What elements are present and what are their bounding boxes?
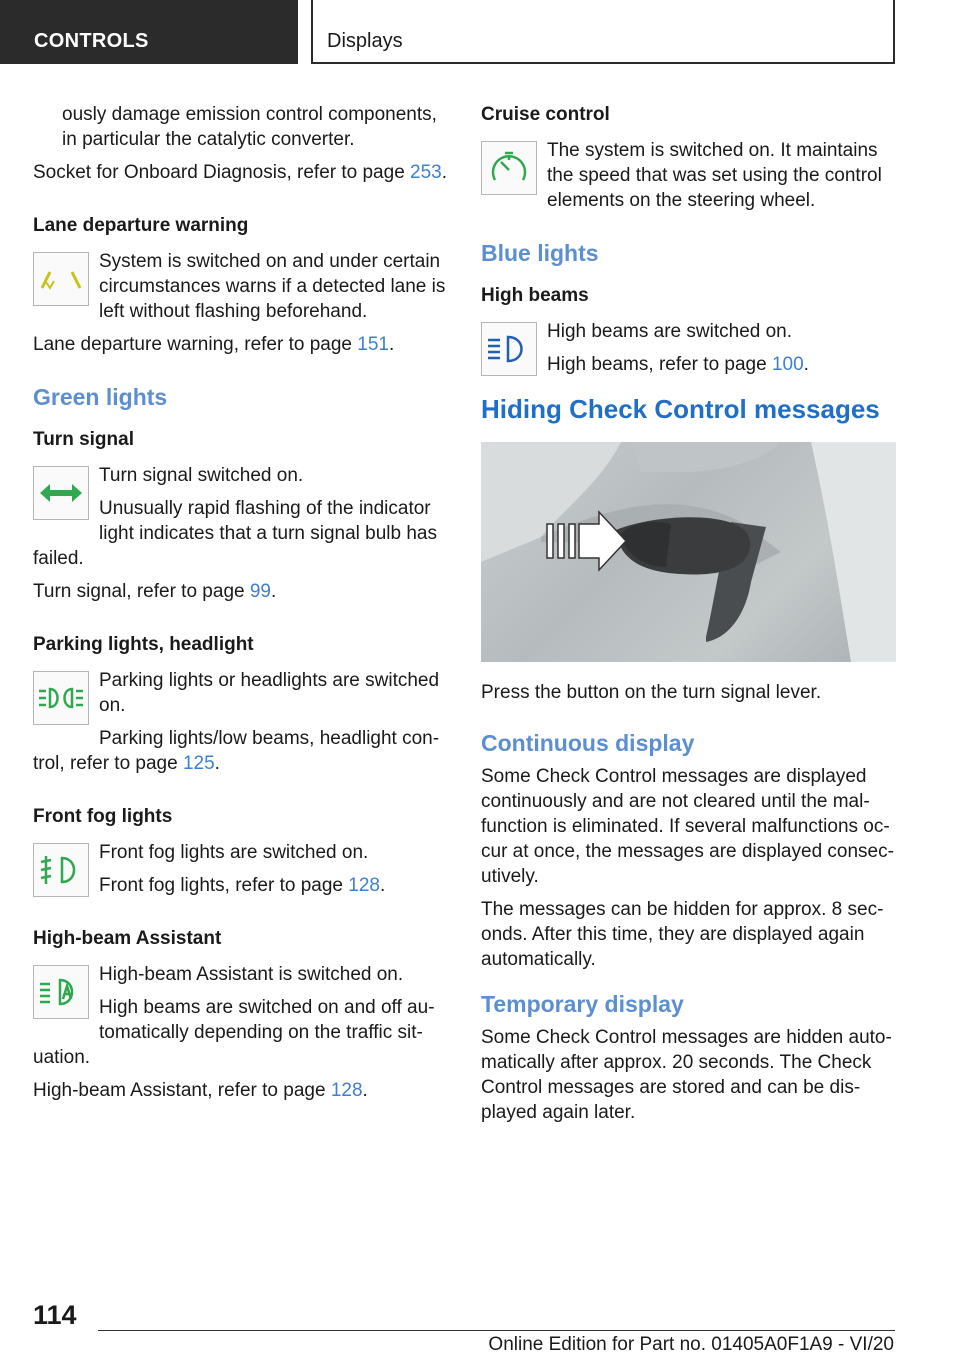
lane-departure-icon xyxy=(33,252,89,306)
chapter-tab: Displays xyxy=(311,0,895,64)
front-fog-title: Front fog lights xyxy=(33,806,173,827)
lane-departure-reference: Lane departure warning, refer to page 151. xyxy=(33,334,395,355)
front-fog-entry xyxy=(33,840,449,906)
section-tab: CONTROLS xyxy=(0,0,298,64)
page-link-253[interactable]: 253 xyxy=(410,162,442,183)
high-beam-assistant-desc-2: High beams are switched on and off au-tomatically depending on the traffic sit-uation. xyxy=(33,997,435,1068)
lane-departure-entry xyxy=(33,249,449,332)
continuous-display-p1: Some Check Control messages are displayed continuously and are not cleared until the mal-function is eliminated. If several malfunctions oc-cur at once, the messages are displayed consec-utively. xyxy=(481,766,894,887)
cruise-control-description: The system is switched on. It maintains the speed that was set using the control elements on the steering wheel. xyxy=(547,140,882,211)
cruise-control-icon xyxy=(481,141,537,195)
blue-lights-heading: Blue lights xyxy=(481,240,599,266)
socket-reference: Socket for Onboard Diagnosis, refer to page 253. xyxy=(33,162,448,183)
high-beam-assistant-icon xyxy=(33,965,89,1019)
parking-lights-desc-1: Parking lights or headlights are switched on. xyxy=(99,670,440,716)
high-beam-assistant-reference: High-beam Assistant, refer to page 128. xyxy=(33,1080,368,1101)
parking-lights-reference: Parking lights/low beams, headlight con-trol, refer to page 125. xyxy=(33,728,440,774)
front-fog-desc-1: Front fog lights are switched on. xyxy=(99,842,369,863)
temporary-display-p1: Some Check Control messages are hidden auto-matically after approx. 20 seconds. The Check Control messages are stored and can be dis-played again later. xyxy=(481,1027,892,1123)
high-beams-reference: High beams, refer to page 100. xyxy=(547,354,809,375)
front-fog-lights-icon xyxy=(33,843,89,897)
figure-caption: Press the button on the turn signal lever. xyxy=(481,682,822,703)
hiding-check-control-heading: Hiding Check Control messages xyxy=(481,394,880,424)
page-number: 114 xyxy=(33,1300,77,1330)
page-link-128-hba[interactable]: 128 xyxy=(330,1080,363,1101)
lane-departure-title: Lane departure warning xyxy=(33,215,249,236)
footer-edition: Online Edition for Part no. 01405A0F1A9 - VI/20 xyxy=(488,1334,894,1355)
turn-signal-desc-1: Turn signal switched on. xyxy=(99,465,304,486)
turn-signal-arrows-icon xyxy=(33,466,89,520)
cruise-control-entry xyxy=(481,138,897,221)
front-fog-reference: Front fog lights, refer to page 128. xyxy=(99,875,386,896)
high-beams-icon xyxy=(481,322,537,376)
high-beams-desc-1: High beams are switched on. xyxy=(547,321,793,342)
high-beams-entry xyxy=(481,319,897,385)
high-beam-assistant-entry xyxy=(33,962,449,1078)
continuous-display-heading: Continuous display xyxy=(481,730,695,756)
high-beam-assistant-desc-1: High-beam Assistant is switched on. xyxy=(99,964,404,985)
parking-lights-title: Parking lights, headlight xyxy=(33,634,254,655)
parking-lights-icon xyxy=(33,671,89,725)
turn-signal-desc-2: Unusually rapid flashing of the indicator light indicates that a turn signal bulb has failed. xyxy=(33,498,437,569)
continuous-display-p2: The messages can be hidden for approx. 8 sec-onds. After this time, they are displayed again automatically. xyxy=(481,899,884,970)
high-beams-title: High beams xyxy=(481,285,589,306)
page-link-100[interactable]: 100 xyxy=(771,354,804,375)
turn-signal-title: Turn signal xyxy=(33,429,134,450)
right-column xyxy=(481,102,897,1133)
temporary-display-heading: Temporary display xyxy=(481,991,684,1017)
green-lights-heading: Green lights xyxy=(33,384,168,410)
lane-departure-description: System is switched on and under certain circumstances warns if a detected lane is left without flashing beforehand. xyxy=(99,251,446,322)
high-beam-assistant-title: High-beam Assistant xyxy=(33,928,222,949)
page-link-99[interactable]: 99 xyxy=(249,581,271,602)
page-link-128-fog[interactable]: 128 xyxy=(348,875,380,896)
cruise-control-title: Cruise control xyxy=(481,104,610,125)
turn-signal-lever-illustration xyxy=(481,442,896,662)
intro-paragraph: ously damage emission control components, in particular the catalytic converter. xyxy=(62,104,437,150)
left-column xyxy=(33,102,449,1111)
page-link-151[interactable]: 151 xyxy=(357,334,389,355)
footer-divider xyxy=(98,1330,895,1331)
turn-signal-reference: Turn signal, refer to page 99. xyxy=(33,581,277,602)
turn-signal-entry xyxy=(33,463,449,579)
parking-lights-entry xyxy=(33,668,449,784)
page-link-125[interactable]: 125 xyxy=(182,753,215,774)
